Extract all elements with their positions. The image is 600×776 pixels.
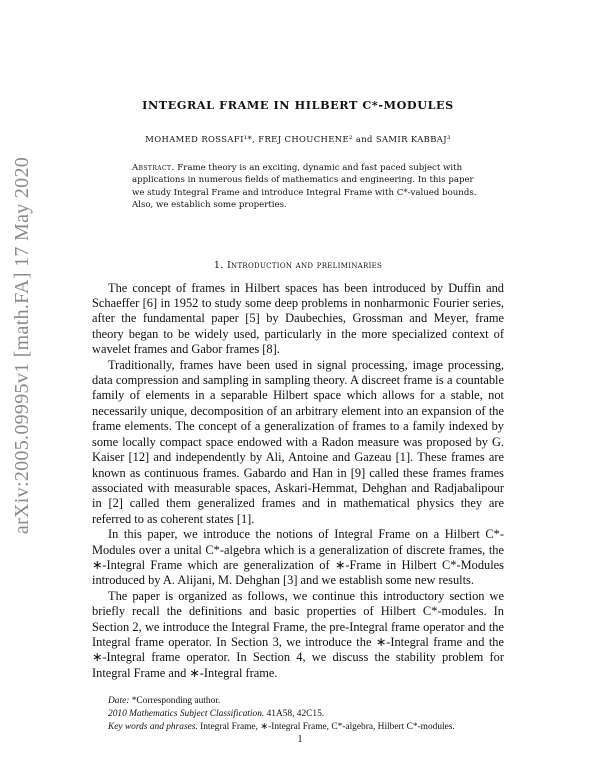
author-list: MOHAMED ROSSAFI¹*, FREJ CHOUCHENE² and SAMIR KABBAJ³ [145, 134, 451, 144]
page-number: 1 [297, 734, 303, 745]
abstract [132, 162, 478, 212]
footnote-keywords-text: Integral Frame, ∗-Integral Frame, C*-algebra, Hilbert C*-modules. [200, 722, 455, 732]
footnote-date [92, 695, 504, 708]
body-paragraph-4: The paper is organized as follows, we continue this introductory section we briefly recall the definitions and basic properties of Hilbert C*-modules. In Section 2, we introduce the Integral Frame, the pre-Integral frame operator and the Integral frame operator. In Section 3, we introduce the ∗-Integral frame and the ∗-Integral frame operator. In Section 4, we discuss the stability problem for Integral Frame and ∗-Integral frame. [92, 588, 504, 680]
paper-page [92, 98, 504, 681]
abstract-text: Frame theory is an exciting, dynamic and fast paced subject with applications in numerous fields of mathematics and engineering. In this paper we study Integral Frame and introduce Integral Frame with C*-valued bounds. Also, we establich some properties. [132, 163, 477, 211]
footnote-msc [92, 708, 504, 721]
footnote-date-label: Date: [108, 696, 130, 706]
abstract-label: Abstract. [132, 163, 175, 173]
arxiv-identifier-text: arXiv:2005.09995v1 [math.FA] 17 May 2020 [11, 156, 34, 534]
footnote-keywords [92, 721, 504, 734]
body-paragraph-3: In this paper, we introduce the notions of Integral Frame on a Hilbert C*-Modules over a unital C*-algebra which is a generalization of discrete frames, the ∗-Integral Frame which are generalization of ∗-Frame in Hilbert C*-Modules introduced by A. Alijani, M. Dehghan [3] and we establish some new results. [92, 527, 504, 588]
footnote-keywords-label: Key words and phrases. [108, 722, 198, 732]
paper-title: INTEGRAL FRAME IN HILBERT C*-MODULES [142, 98, 454, 112]
body-paragraph-1: The concept of frames in Hilbert spaces has been introduced by Duffin and Schaeffer [6] in 1952 to study some deep problems in nonharmonic Fourier series, after the fundamental paper [5] by Daubechies, Grossman and Meyer, frame theory began to be widely used, particularly in the more specialized context of wavelet frames and Gabor frames [8]. [92, 280, 504, 357]
footnote-msc-text: 41A58, 42C15. [266, 709, 325, 719]
body-paragraph-2: Traditionally, frames have been used in signal processing, image processing, data compression and sampling in sampling theory. A discreet frame is a countable family of elements in a separable Hilbert space which allows for a stable, not necessarily unique, decomposition of an arbitrary element into an expansion of the frame elements. The concept of a generalization of frames to a family indexed by some locally compact space endowed with a Radon measure was proposed by G. Kaiser [12] and independently by Ali, Antoine and Gazeau [1]. These frames are known as continuous frames. Gabardo and Han in [9] called these frames frames associated with measurable spaces, Askari-Hemmat, Dehghan and Radjabalipour in [2] called them generalized frames and in mathematical physics they are referred to as coherent states [1]. [92, 357, 504, 526]
section-heading: 1. Introduction and preliminaries [213, 259, 383, 271]
footnote-msc-label: 2010 Mathematics Subject Classification. [108, 709, 265, 719]
footnote-date-text: *Corresponding author. [131, 696, 221, 706]
arxiv-identifier [8, 110, 38, 580]
footnotes [92, 695, 504, 734]
